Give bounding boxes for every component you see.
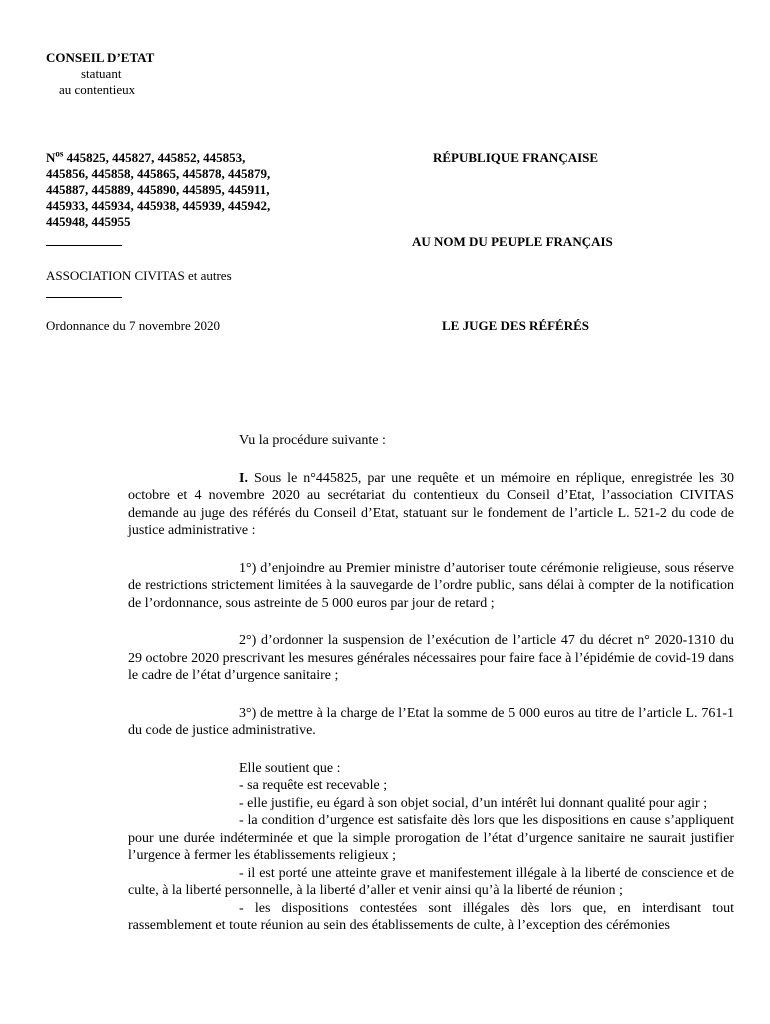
- people-heading: AU NOM DU PEUPLE FRANÇAIS: [412, 234, 613, 249]
- argument-item: - elle justifie, eu égard à son objet social, d’un intérêt lui donnant qualité pour agir ;: [239, 795, 708, 811]
- paragraph-point-3: 3°) de mettre à la charge de l’Etat la somme de 5 000 euros au titre de l’article L. 761-1 du code de justice administrative.: [128, 705, 734, 738]
- court-subtitle-statuant: statuant: [81, 66, 122, 81]
- paragraph-requete-text: Sous le n°445825, par une requête et un mémoire en réplique, enregistrée les 30 octobre et 4 novembre 2020 au secrétariat du contentieux du Conseil d’Etat, l’association CIVITAS demande au juge des référés du Conseil d’Etat, statuant sur le fondement de l’article L. 521-2 du code de justice administrative :: [128, 470, 734, 538]
- judge-heading: LE JUGE DES RÉFÉRÉS: [442, 318, 590, 333]
- court-name: CONSEIL D’ETAT: [46, 50, 155, 65]
- soutient-line: Elle soutient que :: [239, 760, 341, 776]
- case-numbers-line-5: 445948, 445955: [46, 214, 131, 229]
- intro-line: Vu la procédure suivante :: [239, 433, 386, 448]
- section-mark: I.: [239, 470, 248, 486]
- divider-rule-2: [46, 297, 122, 298]
- case-parties: ASSOCIATION CIVITAS et autres: [46, 268, 232, 283]
- argument-item: - il est porté une atteinte grave et manifestement illégale à la liberté de conscience et de culte, à la liberté personnelle, à la liberté d’aller et venir ainsi qu’à la liberté de réunion ;: [128, 865, 734, 898]
- case-prefix: N: [46, 150, 56, 165]
- divider-rule-1: [46, 245, 122, 246]
- case-numbers-line-1: [46, 150, 270, 166]
- case-numbers: [46, 150, 270, 230]
- paragraph-point-1: 1°) d’enjoindre au Premier ministre d’autoriser toute cérémonie religieuse, sous réserve de restrictions strictement limitées à la sauvegarde de l’ordre public, sans délai à compter de la notification de l’ordonnance, sous astreinte de 5 000 euros par jour de retard ;: [128, 560, 734, 611]
- argument-item: - la condition d’urgence est satisfaite dès lors que les dispositions en cause s’appliquent pour une durée indéterminée et que la simple prorogation de l’état d’urgence sanitaire ne saurait justifier l’urgence à fermer les établissements religieux ;: [128, 813, 734, 863]
- order-date: Ordonnance du 7 novembre 2020: [46, 318, 221, 333]
- argument-item: - sa requête est recevable ;: [239, 778, 388, 793]
- paragraph-requete: [128, 470, 734, 540]
- case-numbers-line-2: 445856, 445858, 445865, 445878, 445879,: [46, 166, 271, 181]
- republic-heading: RÉPUBLIQUE FRANÇAISE: [433, 150, 599, 165]
- case-prefix-sup: os: [55, 148, 64, 159]
- argument-item: - les dispositions contestées sont illégales dès lors que, en interdisant tout rassemblement et toute réunion au sein des établissements de culte, à l’exception des cérémonies: [128, 900, 734, 933]
- case-numbers-line-1-text: 445825, 445827, 445852, 445853,: [63, 150, 246, 165]
- paragraph-point-2: 2°) d’ordonner la suspension de l’exécution de l’article 47 du décret n° 2020-1310 du 29 octobre 2020 prescrivant les mesures générales nécessaires pour faire face à l’épidémie de covid-19 dans le cadre de l’état d’urgence sanitaire ;: [128, 633, 734, 683]
- document-body: [128, 432, 734, 935]
- case-numbers-line-3: 445887, 445889, 445890, 445895, 445911,: [46, 182, 270, 197]
- court-subtitle-contentieux: au contentieux: [59, 82, 136, 97]
- case-numbers-line-4: 445933, 445934, 445938, 445939, 445942,: [46, 198, 271, 213]
